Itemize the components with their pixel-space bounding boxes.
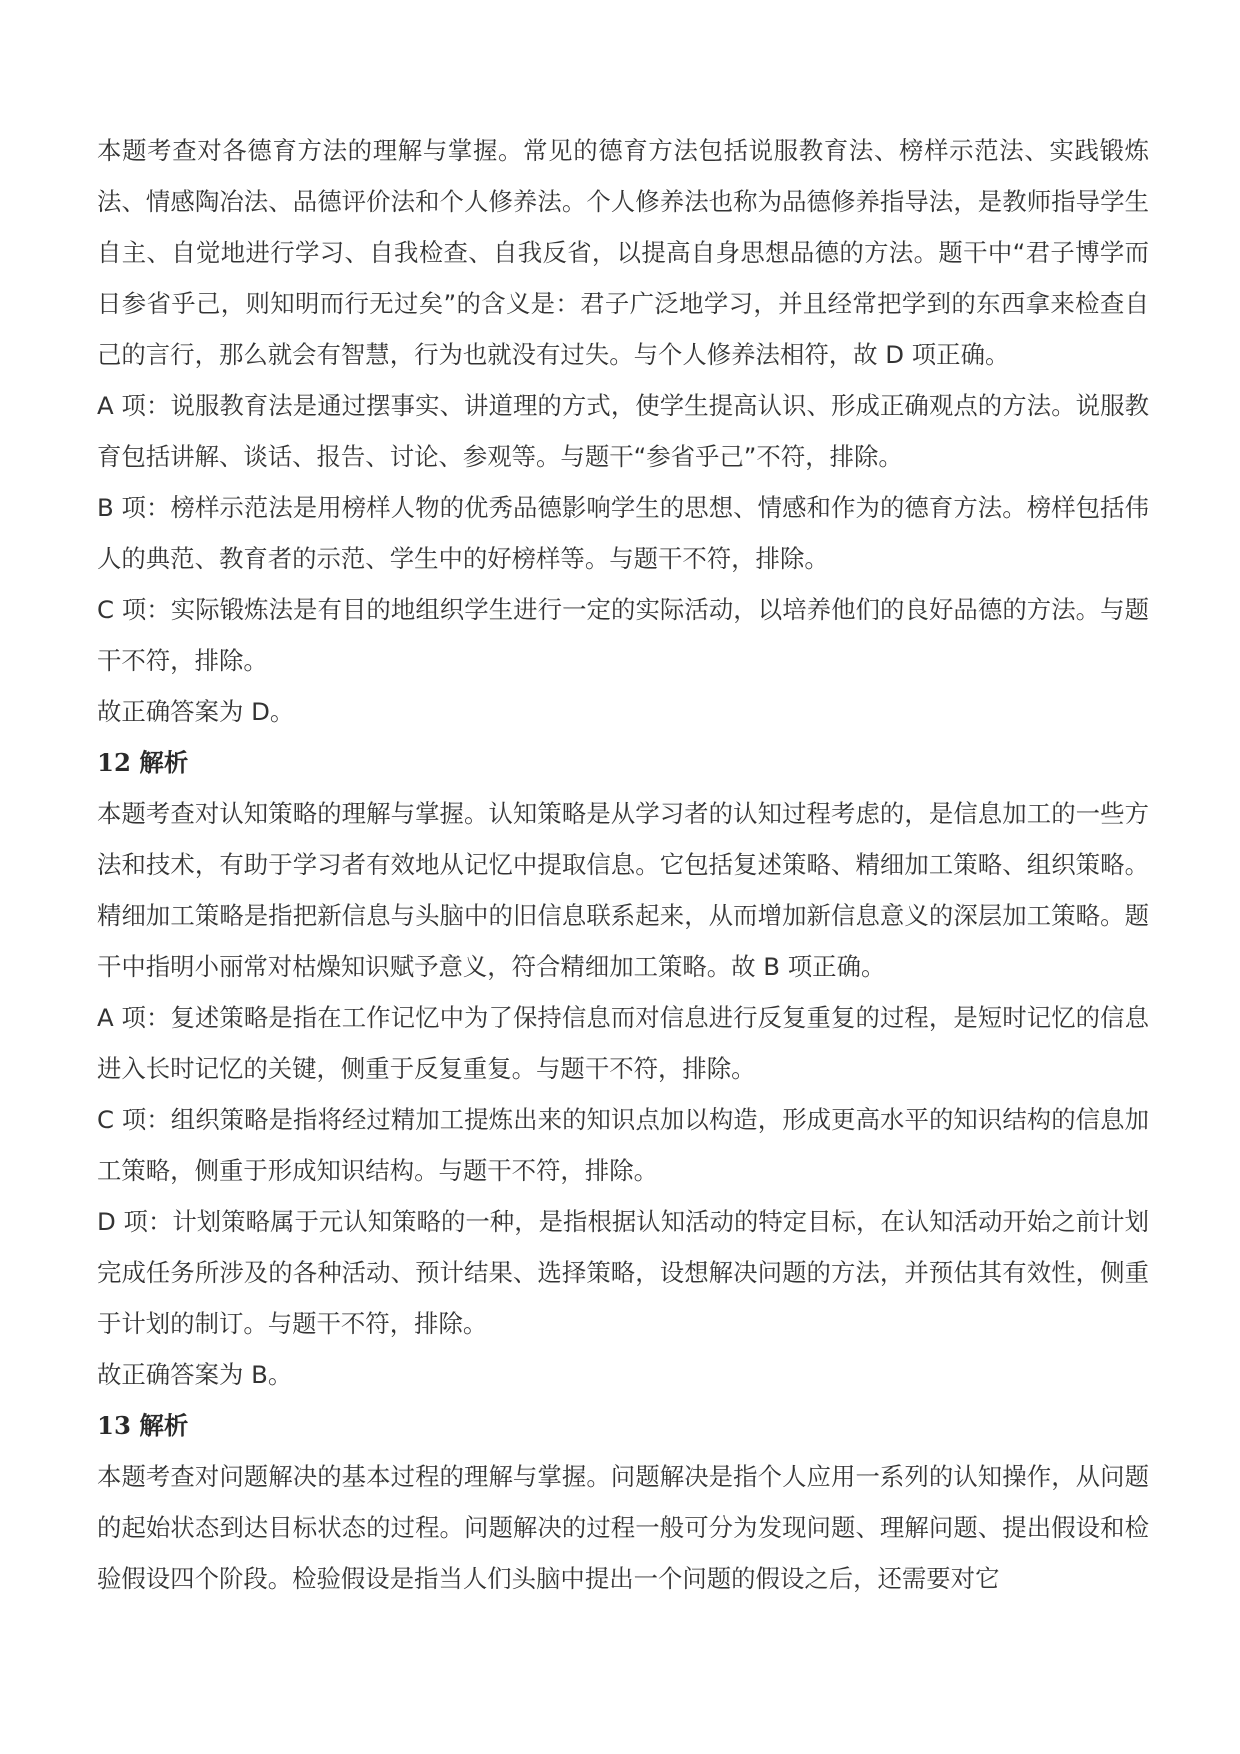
option-a-paragraph: A 项：说服教育法是通过摆事实、讲道理的方式，使学生提高认识、形成正确观点的方法。说服教育包括讲解、谈话、报告、讨论、参观等。与题干“参省乎己”不符，排除。 <box>97 391 1149 471</box>
explanation-paragraph: 本题考查对问题解决的基本过程的理解与掌握。问题解决是指个人应用一系列的认知操作，从问题的起始状态到达目标状态的过程。问题解决的过程一般可分为发现问题、理解问题、提出假设和检验假设四个阶段。检验假设是指当人们头脑中提出一个问题的假设之后，还需要对它 <box>97 1462 1149 1593</box>
option-c-paragraph: C 项：组织策略是指将经过精加工提炼出来的知识点加以构造，形成更高水平的知识结构的信息加工策略，侧重于形成知识结构。与题干不符，排除。 <box>97 1105 1149 1185</box>
option-c-paragraph: C 项：实际锻炼法是有目的地组织学生进行一定的实际活动，以培养他们的良好品德的方法。与题干不符，排除。 <box>97 595 1149 675</box>
explanation-paragraph: 本题考查对各德育方法的理解与掌握。常见的德育方法包括说服教育法、榜样示范法、实践锻炼法、情感陶冶法、品德评价法和个人修养法。个人修养法也称为品德修养指导法，是教师指导学生自主、自觉地进行学习、自我检查、自我反省，以提高自身思想品德的方法。题干中“君子博学而日参省乎己，则知明而行无过矣”的含义是：君子广泛地学习，并且经常把学到的东西拿来检查自己的言行，那么就会有智慧，行为也就没有过失。与个人修养法相符，故 D 项正确。 <box>97 136 1149 369</box>
section-heading: 12 解析 <box>97 748 189 777</box>
answer-conclusion: 故正确答案为 B。 <box>97 1360 293 1389</box>
document-page <box>97 125 1149 1604</box>
explanation-paragraph: 本题考查对认知策略的理解与掌握。认知策略是从学习者的认知过程考虑的，是信息加工的一些方法和技术，有助于学习者有效地从记忆中提取信息。它包括复述策略、精细加工策略、组织策略。精细加工策略是指把新信息与头脑中的旧信息联系起来，从而增加新信息意义的深层加工策略。题干中指明小丽常对枯燥知识赋予意义，符合精细加工策略。故 B 项正确。 <box>97 799 1149 981</box>
answer-conclusion: 故正确答案为 D。 <box>97 697 295 726</box>
option-a-paragraph: A 项：复述策略是指在工作记忆中为了保持信息而对信息进行反复重复的过程，是短时记忆的信息进入长时记忆的关键，侧重于反复重复。与题干不符，排除。 <box>97 1003 1149 1083</box>
answer-section-11 <box>97 125 1149 737</box>
option-d-paragraph: D 项：计划策略属于元认知策略的一种，是指根据认知活动的特定目标，在认知活动开始之前计划完成任务所涉及的各种活动、预计结果、选择策略，设想解决问题的方法，并预估其有效性，侧重于计划的制订。与题干不符，排除。 <box>97 1207 1149 1338</box>
answer-section-12 <box>97 737 1149 1400</box>
answer-section-13 <box>97 1400 1149 1604</box>
section-heading: 13 解析 <box>97 1411 189 1440</box>
option-b-paragraph: B 项：榜样示范法是用榜样人物的优秀品德影响学生的思想、情感和作为的德育方法。榜样包括伟人的典范、教育者的示范、学生中的好榜样等。与题干不符，排除。 <box>97 493 1149 573</box>
